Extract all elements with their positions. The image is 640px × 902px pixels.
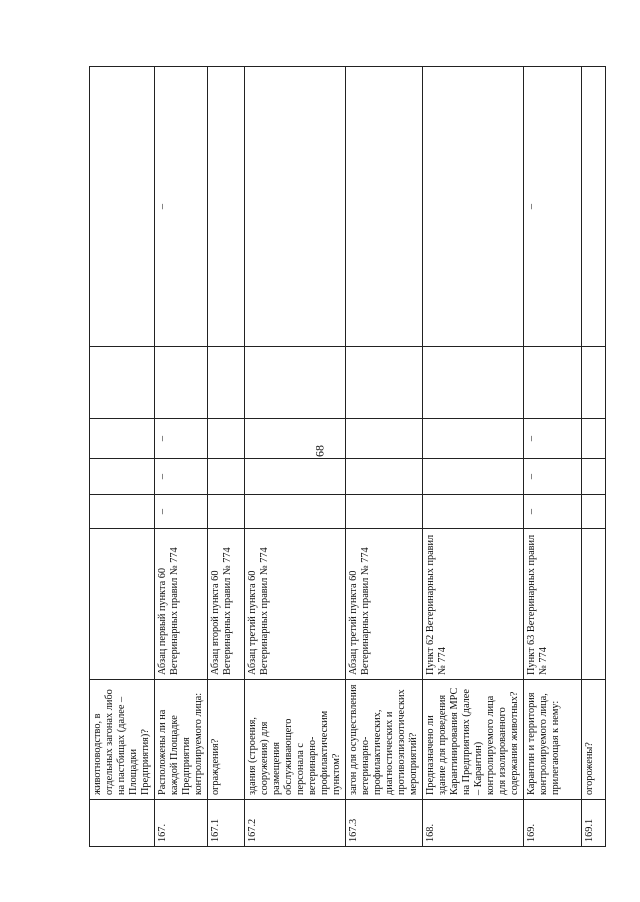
note-cell (208, 67, 245, 347)
comment-cell (346, 347, 423, 419)
question-cell: здания (строения, сооружения) для размещения обслуживающего персонала с ветеринарно-профилактическим пунктом? (245, 680, 346, 800)
row-number: 167.3 (346, 800, 423, 847)
comment-cell (208, 347, 245, 419)
yes-cell: – (155, 495, 208, 529)
no-cell (582, 459, 606, 495)
table-row (423, 67, 524, 847)
table-row (90, 67, 155, 847)
yes-cell (346, 495, 423, 529)
not-applicable-cell (245, 419, 346, 459)
row-number: 169. (524, 800, 582, 847)
question-cell: Карантин и территория контролируемого лица, прилегающая к нему: (524, 680, 582, 800)
yes-cell (90, 495, 155, 529)
question-cell: Предназначено ли здание для проведения Карантинирования МРС на Предприятиях (далее – Карантин) контролируемого лица для изолированного содержания животных? (423, 680, 524, 800)
no-cell (208, 459, 245, 495)
comment-cell (582, 347, 606, 419)
note-cell (423, 67, 524, 347)
row-number: 168. (423, 800, 524, 847)
reference-cell: Абзац третий пункта 60 Ветеринарных правил № 774 (346, 529, 423, 680)
note-cell (90, 67, 155, 347)
yes-cell (245, 495, 346, 529)
no-cell (90, 459, 155, 495)
row-number: 167.2 (245, 800, 346, 847)
question-cell: ограждения? (208, 680, 245, 800)
not-applicable-cell (346, 419, 423, 459)
comment-cell (90, 347, 155, 419)
not-applicable-cell: – (155, 419, 208, 459)
table-row (208, 67, 245, 847)
reference-cell: Абзац третий пункта 60 Ветеринарных правил № 774 (245, 529, 346, 680)
row-number: 169.1 (582, 800, 606, 847)
table-row (245, 67, 346, 847)
reference-cell: Абзац второй пункта 60 Ветеринарных правил № 774 (208, 529, 245, 680)
question-cell: загон для осуществления ветеринарно-профилактических, диагностических и противоэпизоотических мероприятий? (346, 680, 423, 800)
page-number: 68 (312, 445, 327, 457)
no-cell: – (524, 459, 582, 495)
table-row (582, 67, 606, 847)
reference-cell: Пункт 63 Ветеринарных правил № 774 (524, 529, 582, 680)
table-row (155, 67, 208, 847)
question-cell: животноводство, в отдельных загонах либо на пастбищах (далее – Площадки Предприятия)? (90, 680, 155, 800)
checklist-table (89, 66, 606, 847)
table-row (524, 67, 582, 847)
yes-cell (423, 495, 524, 529)
yes-cell (582, 495, 606, 529)
reference-cell: Пункт 62 Ветеринарных правил № 774 (423, 529, 524, 680)
note-cell (346, 67, 423, 347)
yes-cell (208, 495, 245, 529)
comment-cell (524, 347, 582, 419)
not-applicable-cell (582, 419, 606, 459)
note-cell: – (155, 67, 208, 347)
no-cell: – (155, 459, 208, 495)
question-cell: Расположены ли на каждой Площадке Предприятия контролируемого лица: (155, 680, 208, 800)
row-number: 167. (155, 800, 208, 847)
comment-cell (155, 347, 208, 419)
not-applicable-cell: – (524, 419, 582, 459)
comment-cell (245, 347, 346, 419)
question-cell: огорожены? (582, 680, 606, 800)
note-cell (582, 67, 606, 347)
row-number (90, 800, 155, 847)
yes-cell: – (524, 495, 582, 529)
not-applicable-cell (90, 419, 155, 459)
note-cell (245, 67, 346, 347)
row-number: 167.1 (208, 800, 245, 847)
reference-cell (582, 529, 606, 680)
note-cell: – (524, 67, 582, 347)
no-cell (346, 459, 423, 495)
rotated-table-container (89, 67, 595, 847)
not-applicable-cell (208, 419, 245, 459)
comment-cell (423, 347, 524, 419)
table-row (346, 67, 423, 847)
no-cell (245, 459, 346, 495)
no-cell (423, 459, 524, 495)
reference-cell: Абзац первый пункта 60 Ветеринарных правил № 774 (155, 529, 208, 680)
not-applicable-cell (423, 419, 524, 459)
reference-cell (90, 529, 155, 680)
